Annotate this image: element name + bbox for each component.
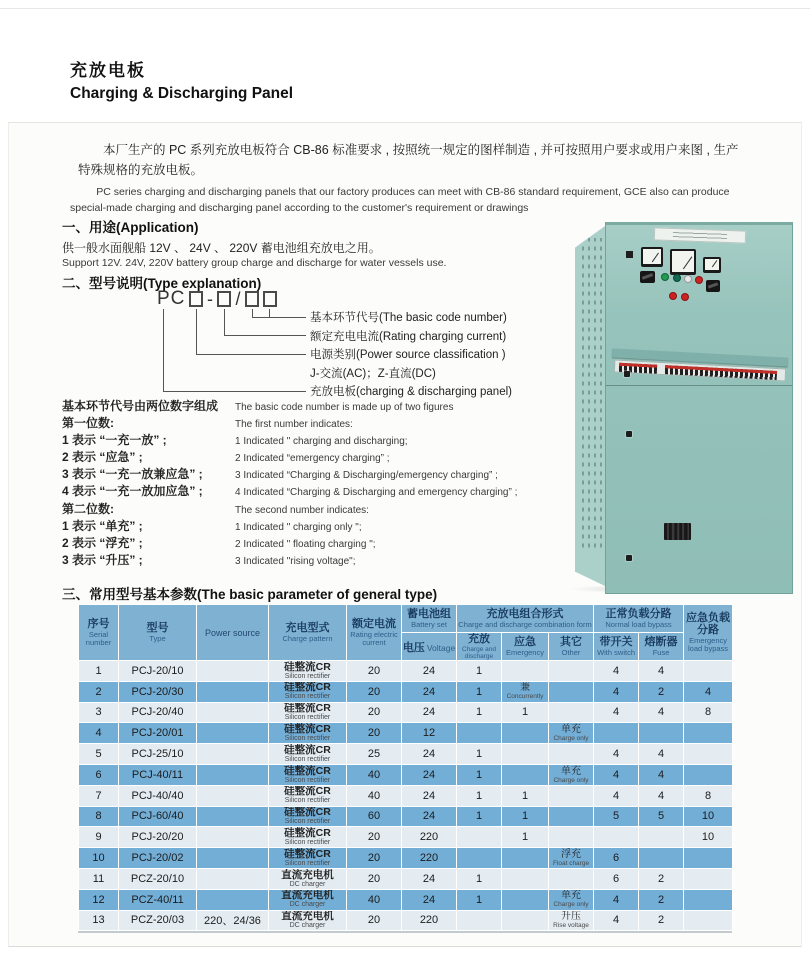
table-cell (502, 723, 549, 744)
page-title-en: Charging & Discharging Panel (70, 85, 294, 102)
table-cell: 10 (684, 827, 733, 848)
green-button-icon (661, 273, 669, 281)
table-cell: 6 (594, 868, 639, 889)
table-cell (684, 889, 733, 910)
table-cell: PCJ-20/10 (119, 661, 197, 682)
diagram-label: 基本环节代号(The basic code number) (310, 312, 507, 324)
table-cell: 硅整流CR Silicon rectifier (269, 702, 347, 723)
header-emergency-bypass: 应急负载分路 Emergency load bypass (684, 605, 733, 661)
table-cell: 兼 Concurrently (502, 681, 549, 702)
header-serial: 序号 Serial number (79, 605, 119, 661)
table-cell: 4 (639, 764, 684, 785)
table-cell: 4 (594, 702, 639, 723)
table-cell: 4 (639, 744, 684, 765)
application-heading: 一、用途(Application) (62, 220, 199, 235)
header-charge-discharge: 充放 Charge and discharge (457, 633, 502, 661)
table-body (79, 661, 733, 931)
table-cell: 4 (594, 764, 639, 785)
table-cell: 11 (79, 868, 119, 889)
code-box-4 (263, 291, 277, 307)
table-cell: 硅整流CR Silicon rectifier (269, 661, 347, 682)
table-cell: 20 (347, 723, 402, 744)
table-cell (594, 723, 639, 744)
table-cell: PCJ-20/20 (119, 827, 197, 848)
table-cell: PCZ-20/10 (119, 868, 197, 889)
table-cell: 5 (594, 806, 639, 827)
header-voltage: 电压 Voltage (402, 633, 457, 661)
table-cell: 24 (402, 744, 457, 765)
parameters-heading: 三、常用型号基本参数(The basic parameter of general type) (62, 587, 438, 602)
table-cell: PCJ-25/10 (119, 744, 197, 765)
header-power-source: Power source (197, 605, 269, 661)
table-cell: 8 (684, 702, 733, 723)
table-cell: 2 (639, 681, 684, 702)
table-cell (502, 868, 549, 889)
table-row (79, 661, 733, 682)
header-rating-current: 额定电流 Rating electric current (347, 605, 402, 661)
table-cell (197, 868, 269, 889)
table-cell (197, 723, 269, 744)
table-cell (502, 661, 549, 682)
table-cell (502, 744, 549, 765)
table-cell (502, 910, 549, 931)
page-title (70, 56, 293, 103)
table-cell: 1 (457, 868, 502, 889)
table-cell: 升压 Rise voltage (549, 910, 594, 931)
table-cell: 24 (402, 868, 457, 889)
table-cell (639, 848, 684, 869)
diagram-label: J-交流(AC)；Z-直流(DC) (310, 367, 436, 380)
table-cell: 20 (347, 868, 402, 889)
table-cell (197, 702, 269, 723)
table-cell: 13 (79, 910, 119, 931)
model-code-slash: / (235, 288, 241, 309)
table-cell: PCJ-40/11 (119, 764, 197, 785)
table-cell: 220 (402, 827, 457, 848)
table-cell: 1 (502, 806, 549, 827)
header-other: 其它 Other (549, 633, 594, 661)
table-cell: 4 (594, 910, 639, 931)
table-cell: 220 (402, 910, 457, 931)
meter-icon (670, 249, 696, 275)
table-cell: 1 (457, 806, 502, 827)
meter-icon (703, 257, 721, 273)
header-with-switch: 带开关 With switch (594, 633, 639, 661)
cabinet-front-panel (605, 222, 793, 594)
table-cell: 20 (347, 910, 402, 931)
code-box-1 (189, 291, 203, 307)
table-cell (549, 661, 594, 682)
table-cell: 24 (402, 889, 457, 910)
table-cell: 1 (457, 702, 502, 723)
table-row (79, 889, 733, 910)
table-cell: 4 (639, 661, 684, 682)
table-cell: 浮充 Float charge (549, 848, 594, 869)
table-cell: 1 (457, 744, 502, 765)
table-cell: 220 (402, 848, 457, 869)
table-cell: 4 (594, 889, 639, 910)
table-cell: PCJ-40/40 (119, 785, 197, 806)
diagram-label: 充放电板(charging & discharging panel) (310, 386, 512, 399)
diagram-label: 额定充电电流(Rating charging current) (310, 330, 507, 343)
table-cell: 4 (684, 681, 733, 702)
table-cell: 硅整流CR Silicon rectifier (269, 827, 347, 848)
header-battery-set: 蓄电池组 Battery set (402, 605, 457, 633)
table-cell: PCJ-60/40 (119, 806, 197, 827)
table-cell (684, 868, 733, 889)
table-cell: 9 (79, 827, 119, 848)
header-normal-bypass: 正常负载分路 Normal load bypass (594, 605, 684, 633)
header-combination: 充放电组合形式 Charge and discharge combination form (457, 605, 594, 633)
red-button-icon (695, 276, 703, 284)
table-cell: 12 (79, 889, 119, 910)
table-cell: PCJ-20/01 (119, 723, 197, 744)
table-cell: 1 (457, 681, 502, 702)
table-cell: 4 (79, 723, 119, 744)
table-row (79, 681, 733, 702)
table-cell: 单充 Charge only (549, 764, 594, 785)
table-cell: 8 (684, 785, 733, 806)
table-cell: 6 (594, 848, 639, 869)
parameter-table (78, 604, 732, 931)
model-code-prefix: PC (157, 288, 186, 309)
model-code (157, 288, 279, 310)
table-cell: 1 (502, 702, 549, 723)
top-rule (0, 8, 810, 9)
table-cell: 硅整流CR Silicon rectifier (269, 723, 347, 744)
header-emergency: 应急 Emergency (502, 633, 549, 661)
table-cell: 20 (347, 661, 402, 682)
table-cell: 4 (639, 702, 684, 723)
first-digit-en: The basic code number is made up of two figures The first number indicates: 1 Indicated " charging and discharging; 2 Indicated “emergency charging” ; 3 Indicated “Charging & Discharging/emergency charging” ; 4 Indicated “Charging & Discharging and emergency charging” ; (235, 402, 518, 498)
second-digit-en: The second number indicates: 1 Indicated " charging only "; 2 Indicated " floating charging "; 3 Indicated "rising voltage"; (235, 505, 376, 567)
rotary-switch-icon (640, 271, 655, 283)
table-row (79, 764, 733, 785)
table-cell: 20 (347, 702, 402, 723)
table-cell: PCJ-20/40 (119, 702, 197, 723)
table-cell (549, 785, 594, 806)
table-cell (549, 702, 594, 723)
table-cell: 单充 Charge only (549, 723, 594, 744)
table-cell: 2 (639, 868, 684, 889)
table-cell (197, 848, 269, 869)
door-lock-icon (624, 371, 630, 377)
table-cell: 硅整流CR Silicon rectifier (269, 785, 347, 806)
table-cell: 单充 Charge only (549, 889, 594, 910)
table-cell: 直流充电机 DC charger (269, 868, 347, 889)
table-cell: 5 (639, 806, 684, 827)
table-cell: 1 (502, 785, 549, 806)
table-cell (684, 744, 733, 765)
table-cell: 24 (402, 764, 457, 785)
table-cell (197, 764, 269, 785)
table-row (79, 723, 733, 744)
table-cell (197, 785, 269, 806)
table-cell (684, 910, 733, 931)
table-cell: PCZ-20/03 (119, 910, 197, 931)
table-cell: 1 (457, 889, 502, 910)
table-cell: 24 (402, 785, 457, 806)
table-cell: 25 (347, 744, 402, 765)
table-cell (457, 848, 502, 869)
table-cell: 1 (457, 764, 502, 785)
header-charge-pattern: 充电型式 Charge pattern (269, 605, 347, 661)
bottom-vent-plate (664, 523, 691, 540)
table-cell: 1 (457, 785, 502, 806)
table-cell (502, 889, 549, 910)
table-cell: 20 (347, 681, 402, 702)
door-seam (606, 385, 792, 386)
red-button-icon (681, 293, 689, 301)
table-cell: 直流充电机 DC charger (269, 910, 347, 931)
code-box-3 (245, 291, 259, 307)
table-cell: PCJ-20/30 (119, 681, 197, 702)
table-cell: 10 (79, 848, 119, 869)
table-cell: 硅整流CR Silicon rectifier (269, 806, 347, 827)
table-cell (549, 868, 594, 889)
table-cell (684, 764, 733, 785)
table-row (79, 785, 733, 806)
table-cell: 硅整流CR Silicon rectifier (269, 764, 347, 785)
table-cell: 220、24/36 (197, 910, 269, 931)
table-cell: 硅整流CR Silicon rectifier (269, 744, 347, 765)
table-row (79, 848, 733, 869)
door-lock-icon (626, 555, 632, 561)
model-code-dash: - (207, 288, 213, 309)
table-cell (594, 827, 639, 848)
door-lock-icon (626, 431, 632, 437)
table-cell (684, 848, 733, 869)
header-fuse: 熔断器 Fuse (639, 633, 684, 661)
table-cell: 4 (594, 785, 639, 806)
table-cell: 12 (402, 723, 457, 744)
table-cell (684, 661, 733, 682)
page-title-zh: 充放电板 (70, 61, 146, 80)
table-cell: 24 (402, 702, 457, 723)
table-cell: 5 (79, 744, 119, 765)
breaker-group (665, 365, 777, 380)
intro-paragraph-zh: 本厂生产的 PC 系列充放电板符合 CB-86 标准要求 , 按照统一规定的图样制造 , 并可按照用户要求或用户来图 , 生产特殊规格的充放电板。 (78, 143, 739, 177)
table-cell (549, 806, 594, 827)
table-row (79, 702, 733, 723)
table-cell: 2 (639, 889, 684, 910)
table-row (79, 827, 733, 848)
table-cell: 4 (594, 661, 639, 682)
table-row (79, 910, 733, 931)
table-cell: 2 (79, 681, 119, 702)
application-text-zh: 供一般水面舰船 12V 、 24V 、 220V 蓄电池组充放电之用。 (62, 241, 381, 255)
table-cell: 硅整流CR Silicon rectifier (269, 681, 347, 702)
table-cell (197, 681, 269, 702)
table-cell (197, 661, 269, 682)
type-explanation-heading: 二、型号说明(Type explanation) (62, 276, 262, 291)
table-cell: 3 (79, 702, 119, 723)
table-cell: 6 (79, 764, 119, 785)
meter-icon (641, 247, 663, 267)
table-cell: 1 (502, 827, 549, 848)
table-cell: 硅整流CR Silicon rectifier (269, 848, 347, 869)
application-text-en: Support 12V. 24V, 220V battery group charge and discharge for water vessels use. (62, 257, 447, 269)
table-cell: 7 (79, 785, 119, 806)
table-cell: 20 (347, 848, 402, 869)
intro-paragraph-en: PC series charging and discharging panels that our factory produces can meet with CB-86 standard requirement, GCE also can produce special-made charging and discharging panel according to the customer's requirement or drawings (70, 186, 730, 214)
table-cell (457, 910, 502, 931)
table-cell: 40 (347, 889, 402, 910)
table-cell: 24 (402, 681, 457, 702)
table-cell: 1 (79, 661, 119, 682)
table-cell (502, 764, 549, 785)
table-cell: PCJ-20/02 (119, 848, 197, 869)
white-button-icon (684, 275, 692, 283)
table-cell (549, 744, 594, 765)
table-cell (457, 723, 502, 744)
header-type: 型号 Type (119, 605, 197, 661)
table-cell: 直流充电机 DC charger (269, 889, 347, 910)
table-cell: 40 (347, 764, 402, 785)
table-cell (197, 806, 269, 827)
cabinet-nameplate (654, 227, 746, 243)
dark-green-button-icon (673, 274, 681, 282)
connector-line (163, 309, 306, 392)
table-cell (457, 827, 502, 848)
table-row (79, 806, 733, 827)
table-cell: 4 (594, 744, 639, 765)
diagram-label: 电源类别(Power source classification ) (310, 349, 506, 362)
table-cell: 2 (639, 910, 684, 931)
first-digit-zh: 基本环节代号由两位数字组成 第一位数: 1 表示 “一充一放” ; 2 表示 “应急” ; 3 表示 “一充一放兼应急” ; 4 表示 “一充一放加应急” ; (62, 399, 219, 498)
second-digit-zh: 第二位数: 1 表示 “单充” ; 2 表示 “浮充” ; 3 表示 “升压” ; (62, 502, 143, 567)
table-cell: 40 (347, 785, 402, 806)
table-row (79, 744, 733, 765)
table-cell (549, 681, 594, 702)
table-cell (502, 848, 549, 869)
table-cell: 1 (457, 661, 502, 682)
table-cell (197, 827, 269, 848)
table-cell (549, 827, 594, 848)
table-cell: 4 (594, 681, 639, 702)
cabinet-side-vents (575, 226, 605, 586)
table-row (79, 868, 733, 889)
product-photo-cabinet (563, 216, 808, 596)
rotary-switch-icon (706, 280, 720, 292)
table-cell: 10 (684, 806, 733, 827)
table-cell: 24 (402, 806, 457, 827)
table-cell: 24 (402, 661, 457, 682)
table-cell: PCZ-40/11 (119, 889, 197, 910)
table-cell (639, 723, 684, 744)
table-cell (684, 723, 733, 744)
indicator-square (626, 251, 633, 258)
table-cell (197, 889, 269, 910)
code-box-2 (217, 291, 231, 307)
table-cell (639, 827, 684, 848)
table-cell: 20 (347, 827, 402, 848)
table-header (79, 605, 733, 661)
table-cell: 60 (347, 806, 402, 827)
table-cell: 4 (639, 785, 684, 806)
table-cell: 8 (79, 806, 119, 827)
table-cell (197, 744, 269, 765)
red-button-icon (669, 292, 677, 300)
